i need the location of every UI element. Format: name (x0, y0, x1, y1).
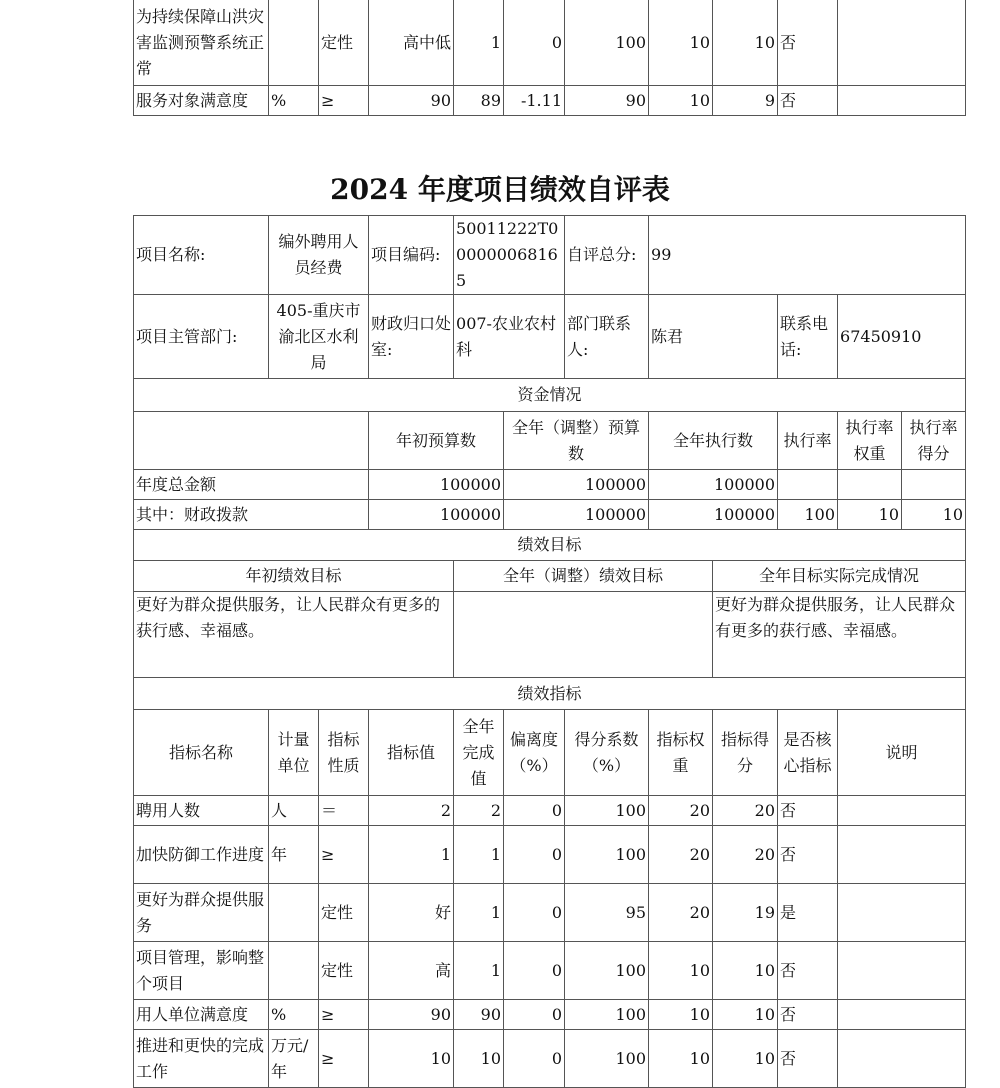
funds-executed: 100000 (649, 500, 778, 530)
indicator-target: 好 (369, 884, 454, 942)
indicator-name: 加快防御工作进度 (134, 826, 269, 884)
indicator-unit (269, 884, 319, 942)
indicator-score: 10 (713, 0, 778, 86)
project-code-label: 项目编码: (369, 216, 454, 295)
dept-value: 405-重庆市渝北区水利局 (269, 295, 369, 379)
indicator-weight: 10 (649, 1000, 713, 1030)
indicator-target: 90 (369, 86, 454, 116)
indicator-coef: 100 (565, 942, 649, 1000)
table-row (134, 86, 966, 116)
indicator-score: 19 (713, 884, 778, 942)
funds-row (134, 470, 966, 500)
indicator-weight: 20 (649, 796, 713, 826)
indicator-target: 90 (369, 1000, 454, 1030)
funds-header-initial: 年初预算数 (369, 412, 504, 470)
indicator-deviation: 0 (504, 796, 565, 826)
indicators-section-row (134, 678, 966, 710)
indicator-nature: 定性 (319, 884, 369, 942)
ind-header-deviation: 偏离度（%） (504, 710, 565, 796)
indicator-deviation: 0 (504, 884, 565, 942)
indicator-coef: 100 (565, 1030, 649, 1088)
indicator-score: 10 (713, 1030, 778, 1088)
page-title: 2024 年度项目绩效自评表 (330, 173, 670, 206)
indicator-note (838, 942, 966, 1000)
funds-rate (778, 470, 838, 500)
table-row (134, 1000, 966, 1030)
funds-header-row (134, 412, 966, 470)
funds-header-adjusted: 全年（调整）预算数 (504, 412, 649, 470)
funds-score: 10 (902, 500, 966, 530)
table-row (134, 1030, 966, 1088)
indicator-unit: 万元/年 (269, 1030, 319, 1088)
ind-header-name: 指标名称 (134, 710, 269, 796)
table-row (134, 0, 966, 86)
indicator-unit (269, 942, 319, 1000)
indicator-coef: 100 (565, 1000, 649, 1030)
indicator-weight: 20 (649, 826, 713, 884)
indicator-unit: 年 (269, 826, 319, 884)
funds-adjusted: 100000 (504, 470, 649, 500)
ind-header-unit: 计量单位 (269, 710, 319, 796)
goals-section-row (134, 530, 966, 561)
goals-header-row (134, 561, 966, 592)
funds-weight: 10 (838, 500, 902, 530)
indicator-deviation: 0 (504, 942, 565, 1000)
indicator-name: 聘用人数 (134, 796, 269, 826)
indicator-nature: ＝ (319, 796, 369, 826)
funds-initial: 100000 (369, 470, 504, 500)
indicator-deviation: 0 (504, 1000, 565, 1030)
indicator-score: 10 (713, 942, 778, 1000)
indicator-coef: 100 (565, 826, 649, 884)
funds-weight (838, 470, 902, 500)
indicator-name: 推进和更快的完成工作 (134, 1030, 269, 1088)
indicator-name: 更好为群众提供服务 (134, 884, 269, 942)
indicator-actual: 90 (454, 1000, 504, 1030)
indicator-actual: 1 (454, 826, 504, 884)
finance-office-label: 财政归口处室: (369, 295, 454, 379)
funds-header-executed: 全年执行数 (649, 412, 778, 470)
indicator-coef: 100 (565, 0, 649, 86)
indicator-note (838, 884, 966, 942)
indicator-core: 否 (778, 796, 838, 826)
indicator-deviation: 0 (504, 1030, 565, 1088)
indicator-core: 否 (778, 942, 838, 1000)
indicators-header-row (134, 710, 966, 796)
funds-header-score: 执行率得分 (902, 412, 966, 470)
funds-section-title: 资金情况 (134, 379, 966, 412)
table-row (134, 826, 966, 884)
indicator-core: 否 (778, 86, 838, 116)
indicator-weight: 20 (649, 884, 713, 942)
funds-row (134, 500, 966, 530)
indicator-coef: 100 (565, 796, 649, 826)
ind-header-score: 指标得分 (713, 710, 778, 796)
indicator-nature: ≥ (319, 1030, 369, 1088)
self-score-label: 自评总分: (565, 216, 649, 295)
project-name-value: 编外聘用人员经费 (269, 216, 369, 295)
indicator-weight: 10 (649, 86, 713, 116)
indicator-score: 20 (713, 796, 778, 826)
table-row (134, 942, 966, 1000)
indicator-actual: 1 (454, 942, 504, 1000)
project-dept-row (134, 295, 966, 379)
goals-header-initial: 年初绩效目标 (134, 561, 454, 592)
indicator-name: 项目管理，影响整个项目 (134, 942, 269, 1000)
indicator-core: 否 (778, 1000, 838, 1030)
ind-header-nature: 指标性质 (319, 710, 369, 796)
ind-header-actual: 全年完成值 (454, 710, 504, 796)
indicator-nature: ≥ (319, 86, 369, 116)
funds-adjusted: 100000 (504, 500, 649, 530)
indicator-weight: 10 (649, 1030, 713, 1088)
project-code-value: 50011222T000000068165 (454, 216, 565, 295)
finance-office-value: 007-农业农村科 (454, 295, 565, 379)
indicator-note (838, 796, 966, 826)
indicator-actual: 1 (454, 0, 504, 86)
indicator-deviation: 0 (504, 0, 565, 86)
indicator-unit (269, 0, 319, 86)
indicator-core: 否 (778, 0, 838, 86)
indicator-coef: 95 (565, 884, 649, 942)
indicator-score: 20 (713, 826, 778, 884)
indicator-core: 否 (778, 826, 838, 884)
ind-header-target: 指标值 (369, 710, 454, 796)
phone-value: 67450910 (838, 295, 966, 379)
ind-header-core: 是否核心指标 (778, 710, 838, 796)
indicator-actual: 10 (454, 1030, 504, 1088)
indicator-target: 2 (369, 796, 454, 826)
goal-adjusted (454, 592, 713, 678)
indicator-deviation: -1.11 (504, 86, 565, 116)
indicator-score: 9 (713, 86, 778, 116)
indicator-unit: % (269, 1000, 319, 1030)
funds-header-weight: 执行率权重 (838, 412, 902, 470)
funds-initial: 100000 (369, 500, 504, 530)
indicator-score: 10 (713, 1000, 778, 1030)
indicator-nature: 定性 (319, 942, 369, 1000)
goal-actual: 更好为群众提供服务，让人民群众有更多的获行感、幸福感。 (713, 592, 966, 678)
indicator-name: 服务对象满意度 (134, 86, 269, 116)
table-row (134, 796, 966, 826)
indicator-weight: 10 (649, 0, 713, 86)
indicators-section-title: 绩效指标 (134, 678, 966, 710)
funds-header-blank (134, 412, 369, 470)
funds-score (902, 470, 966, 500)
funds-executed: 100000 (649, 470, 778, 500)
indicator-target: 1 (369, 826, 454, 884)
funds-row-label: 年度总金额 (134, 470, 369, 500)
project-name-label: 项目名称: (134, 216, 269, 295)
indicator-deviation: 0 (504, 826, 565, 884)
indicator-note (838, 86, 966, 116)
project-info-row (134, 216, 966, 295)
indicator-weight: 10 (649, 942, 713, 1000)
indicator-unit: % (269, 86, 319, 116)
indicator-target: 10 (369, 1030, 454, 1088)
ind-header-weight: 指标权重 (649, 710, 713, 796)
indicator-target: 高 (369, 942, 454, 1000)
contact-label: 部门联系人: (565, 295, 649, 379)
evaluation-table (133, 215, 966, 1088)
indicator-unit: 人 (269, 796, 319, 826)
indicator-core: 否 (778, 1030, 838, 1088)
indicator-nature: 定性 (319, 0, 369, 86)
funds-row-label: 其中：财政拨款 (134, 500, 369, 530)
table-row (134, 884, 966, 942)
goals-content-row (134, 592, 966, 678)
funds-header-rate: 执行率 (778, 412, 838, 470)
indicator-coef: 90 (565, 86, 649, 116)
dept-label: 项目主管部门: (134, 295, 269, 379)
contact-value: 陈君 (649, 295, 778, 379)
indicator-actual: 89 (454, 86, 504, 116)
indicator-nature: ≥ (319, 826, 369, 884)
indicator-note (838, 826, 966, 884)
previous-indicator-table (133, 0, 966, 116)
indicator-note (838, 0, 966, 86)
indicator-actual: 2 (454, 796, 504, 826)
goals-header-actual: 全年目标实际完成情况 (713, 561, 966, 592)
indicator-target: 高中低 (369, 0, 454, 86)
funds-section-row (134, 379, 966, 412)
indicator-nature: ≥ (319, 1000, 369, 1030)
goals-section-title: 绩效目标 (134, 530, 966, 561)
goals-header-adjusted: 全年（调整）绩效目标 (454, 561, 713, 592)
funds-rate: 100 (778, 500, 838, 530)
indicator-actual: 1 (454, 884, 504, 942)
indicator-note (838, 1030, 966, 1088)
goal-initial: 更好为群众提供服务，让人民群众有更多的获行感、幸福感。 (134, 592, 454, 678)
self-score-value: 99 (649, 216, 966, 295)
phone-label: 联系电话: (778, 295, 838, 379)
indicator-name: 为持续保障山洪灾害监测预警系统正常 (134, 0, 269, 86)
indicator-note (838, 1000, 966, 1030)
ind-header-coef: 得分系数（%） (565, 710, 649, 796)
ind-header-note: 说明 (838, 710, 966, 796)
indicator-name: 用人单位满意度 (134, 1000, 269, 1030)
indicator-core: 是 (778, 884, 838, 942)
